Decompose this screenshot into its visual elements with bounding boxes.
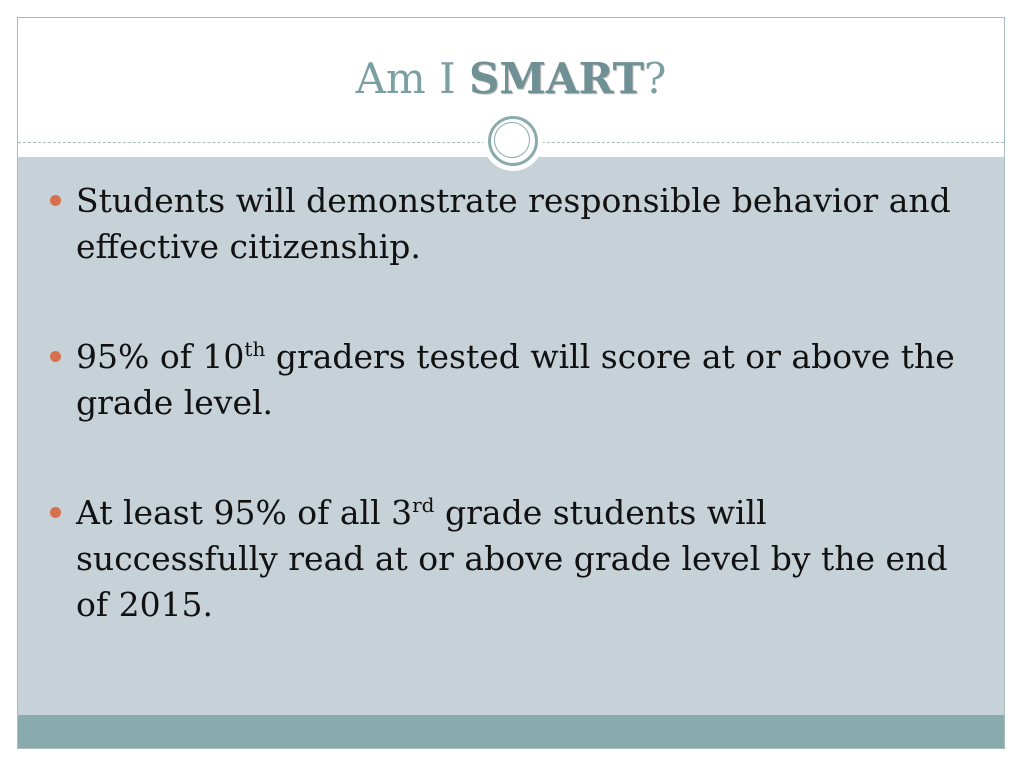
footer-bar [18,715,1004,748]
round-bullet-icon [50,351,61,362]
bullet-item-1 [48,178,968,270]
title-emphasis: SMART [469,54,644,103]
slide [17,17,1005,749]
bullet-text-before: 95% of 10 [76,337,245,376]
round-bullet-icon [50,195,61,206]
bullet-item-3 [48,490,968,628]
bullet-text: Students will demonstrate responsible behavior and effective citizenship. [76,181,951,266]
bullet-text-after: graders tested will score at or above the grade level. [76,337,955,422]
title-suffix: ? [643,54,667,103]
bullet-item-2 [48,334,968,426]
title-prefix: Am I [355,54,470,103]
double-ring-icon [483,111,543,171]
bullet-text-before: At least 95% of all 3 [76,493,413,532]
round-bullet-icon [50,507,61,518]
ring-icon [488,116,538,166]
bullet-superscript: th [244,337,266,361]
bullet-text-after: grade students will successfully read at or above grade level by the end of 2015. [76,493,948,624]
slide-title [18,54,1004,104]
bullet-superscript: rd [412,493,435,517]
bullet-list [48,178,968,692]
